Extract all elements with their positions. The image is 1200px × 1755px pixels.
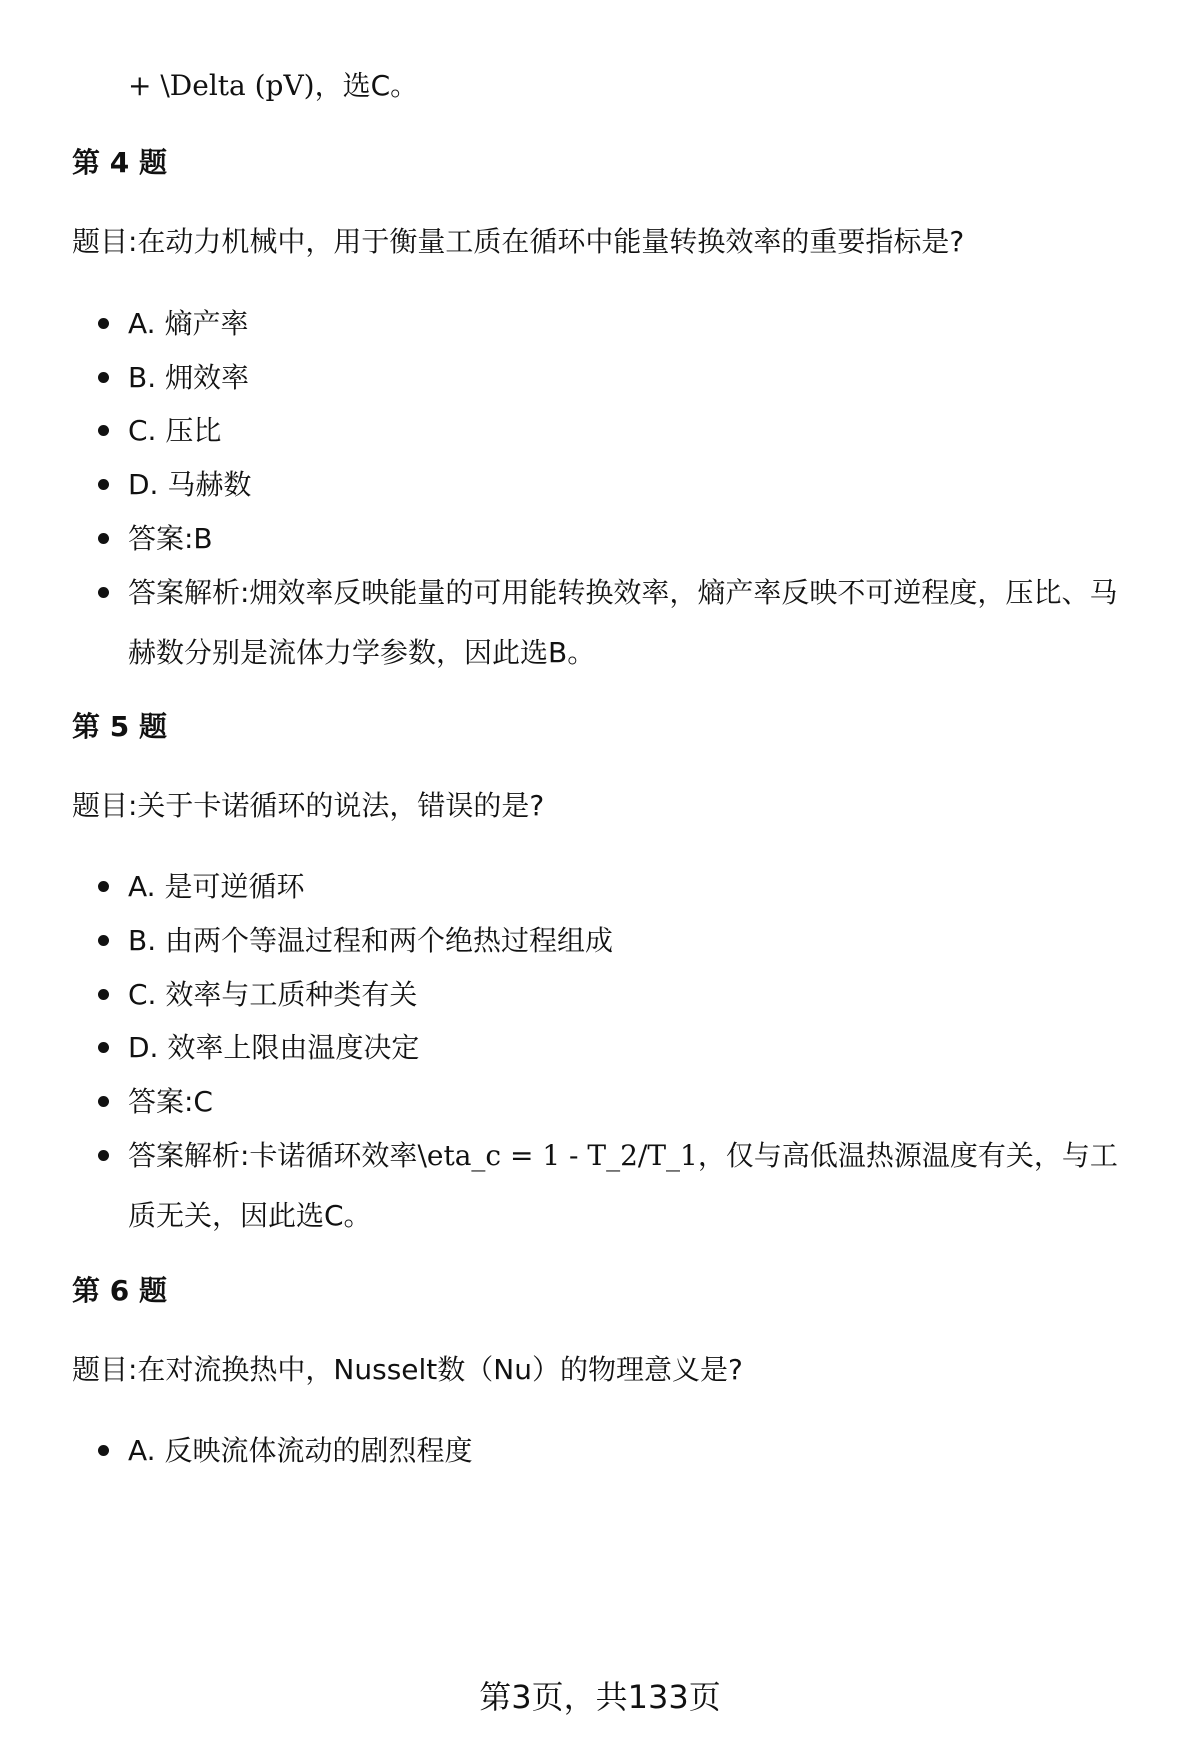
continuation-line [128, 66, 418, 106]
option-item: D. 效率上限由温度决定 [128, 1031, 420, 1064]
explanation-item: 答案解析:㶲效率反映能量的可用能转换效率，熵产率反映不可逆程度，压比、马赫数分别是流体力学参数，因此选B。 [128, 576, 1118, 669]
bullet-icon [98, 935, 109, 946]
question-heading: 第 4 题 [72, 146, 167, 179]
bullet-icon [98, 318, 109, 329]
option-item: C. 压比 [128, 414, 222, 447]
answer-item: 答案:C [128, 1085, 213, 1118]
bullet-icon [98, 425, 109, 436]
option-item: A. 熵产率 [128, 307, 249, 340]
option-item: A. 是可逆循环 [128, 870, 305, 903]
question-heading: 第 6 题 [72, 1274, 167, 1307]
option-item: C. 效率与工质种类有关 [128, 978, 418, 1011]
bullet-icon [98, 1445, 109, 1456]
option-item: A. 反映流体流动的剧烈程度 [128, 1434, 473, 1467]
explanation-item [128, 1126, 1138, 1246]
bullet-icon [98, 479, 109, 490]
option-item: B. 㶲效率 [128, 361, 250, 394]
bullet-icon [98, 1150, 109, 1161]
question-text: 题目:在对流换热中，Nusselt数（Nu）的物理意义是? [72, 1353, 743, 1386]
formula: + \Delta (pV) [128, 69, 315, 102]
explanation-text: ，仅与高低温热源温度有关，与工质无关，因此选C。 [128, 1139, 1118, 1232]
formula: \eta_c = 1 - T_2/T_1 [417, 1139, 698, 1172]
page-number-footer: 第3页，共133页 [479, 1678, 721, 1716]
explanation-text: 答案解析:卡诺循环效率 [128, 1139, 418, 1172]
bullet-icon [98, 372, 109, 383]
option-item: B. 由两个等温过程和两个绝热过程组成 [128, 924, 614, 957]
question-text: 题目:在动力机械中，用于衡量工质在循环中能量转换效率的重要指标是? [72, 225, 965, 258]
option-item: D. 马赫数 [128, 468, 252, 501]
continuation-text: ，选C。 [314, 69, 419, 102]
question-heading: 第 5 题 [72, 710, 167, 743]
bullet-icon [98, 587, 109, 598]
question-text: 题目:关于卡诺循环的说法，错误的是? [72, 789, 545, 822]
bullet-icon [98, 533, 109, 544]
bullet-icon [98, 1096, 109, 1107]
bullet-icon [98, 1042, 109, 1053]
answer-item: 答案:B [128, 522, 213, 555]
bullet-icon [98, 881, 109, 892]
bullet-icon [98, 989, 109, 1000]
